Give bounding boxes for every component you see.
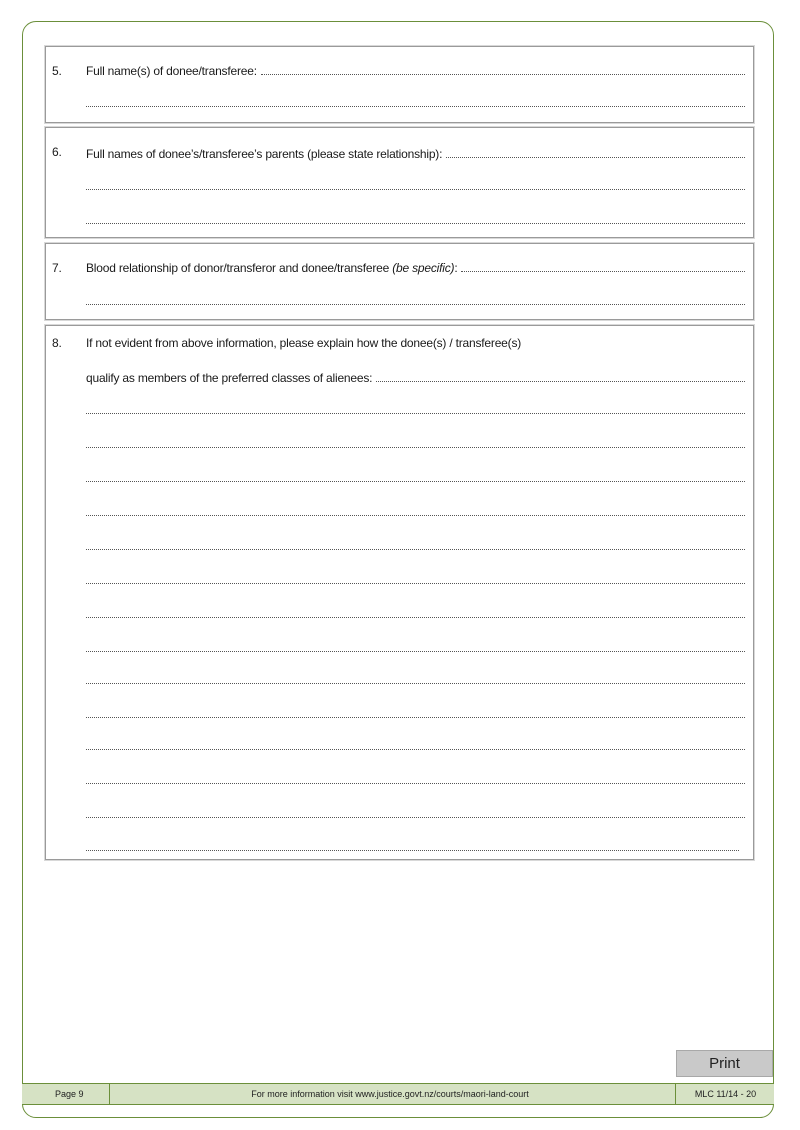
answer-line[interactable] bbox=[86, 583, 745, 584]
answer-line[interactable] bbox=[86, 515, 745, 516]
section-number: 5. bbox=[52, 64, 62, 78]
page-footer bbox=[22, 1083, 774, 1105]
question-text: Full name(s) of donee/transferee: bbox=[86, 64, 257, 78]
answer-line[interactable] bbox=[376, 371, 745, 382]
section-number: 6. bbox=[52, 145, 62, 159]
answer-line[interactable] bbox=[86, 783, 745, 784]
question-text: Full names of donee’s/transferee’s parents (please state relationship): bbox=[86, 147, 443, 161]
question-row bbox=[86, 371, 745, 385]
answer-line[interactable] bbox=[86, 749, 745, 750]
answer-line[interactable] bbox=[86, 683, 745, 684]
print-button[interactable]: Print bbox=[676, 1050, 773, 1077]
answer-line[interactable] bbox=[86, 447, 745, 448]
answer-line[interactable] bbox=[86, 413, 745, 414]
footer-info: For more information visit www.justice.govt.nz/courts/maori-land-court bbox=[251, 1089, 529, 1099]
question-row bbox=[86, 261, 745, 275]
answer-line[interactable] bbox=[86, 717, 745, 718]
question-row bbox=[86, 64, 745, 78]
question-row bbox=[86, 147, 745, 161]
section-6 bbox=[45, 127, 754, 238]
answer-line[interactable] bbox=[86, 651, 745, 652]
answer-line[interactable] bbox=[86, 106, 745, 107]
answer-line[interactable] bbox=[461, 261, 745, 272]
page-number: Page 9 bbox=[22, 1084, 110, 1104]
section-8 bbox=[45, 325, 754, 860]
section-number: 7. bbox=[52, 261, 62, 275]
answer-line[interactable] bbox=[261, 64, 745, 75]
answer-line[interactable] bbox=[86, 481, 745, 482]
answer-line[interactable] bbox=[86, 817, 745, 818]
answer-line[interactable] bbox=[86, 189, 745, 190]
section-5 bbox=[45, 46, 754, 123]
question-emphasis: (be specific) bbox=[392, 261, 455, 275]
answer-line[interactable] bbox=[86, 549, 745, 550]
question-text: qualify as members of the preferred classes of alienees: bbox=[86, 371, 373, 385]
answer-line[interactable] bbox=[446, 147, 745, 158]
answer-line[interactable] bbox=[86, 850, 739, 851]
answer-line[interactable] bbox=[86, 617, 745, 618]
form-code: MLC 11/14 - 20 bbox=[675, 1084, 775, 1104]
section-number: 8. bbox=[52, 336, 62, 350]
section-7 bbox=[45, 243, 754, 320]
question-text: Blood relationship of donor/transferor and donee/transferee (be specific): bbox=[86, 261, 458, 275]
question-text: If not evident from above information, please explain how the donee(s) / transferee(s) bbox=[86, 336, 522, 350]
answer-line[interactable] bbox=[86, 223, 745, 224]
answer-line[interactable] bbox=[86, 304, 745, 305]
